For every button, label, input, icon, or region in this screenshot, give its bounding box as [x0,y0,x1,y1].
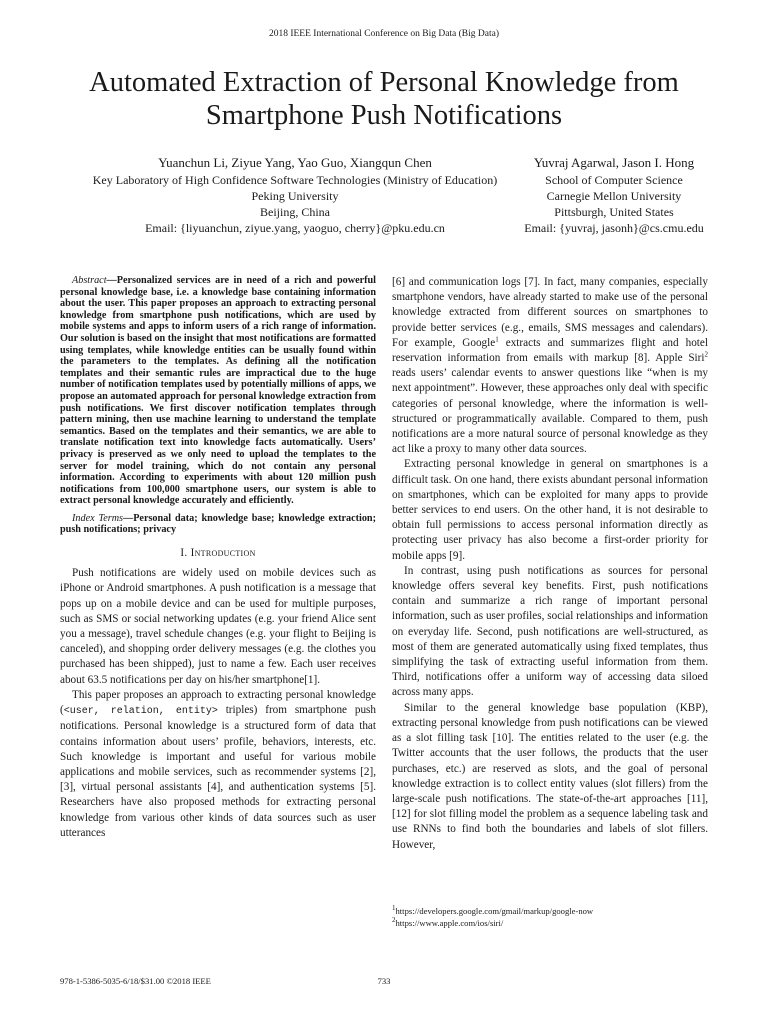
affiliation-email: Email: {liyuanchun, ziyue.yang, yaoguo, cherry}@pku.edu.cn [145,221,445,235]
footnote-mark: 2 [704,350,708,359]
footnote-mark: 1 [495,335,499,344]
affiliation-email: Email: {yuvraj, jasonh}@cs.cmu.edu [524,221,704,235]
footnote-number: 2 [392,916,396,925]
abstract-label: Abstract [72,275,107,286]
paragraph-text: This paper proposes an approach to extracting personal knowledge ( [60,688,376,717]
abstract [60,275,376,507]
paragraph-text: triples) from smartphone push notifications. Personal knowledge is a structured form of data that contains information about users’ profile, behaviors, interests, etc. Such knowledge is important and useful for various mobile applications and mobile services, such as recommender systems [2], [3], virtual personal assistants [4], and authentication systems [5]. Researchers have also proposed methods for extracting personal knowledge from various other kinds of data sources such as user utterances [60,704,376,839]
right-column [392,275,708,853]
index-terms [60,513,376,536]
index-terms-label: Index Terms [72,512,124,524]
body-paragraph [60,688,376,841]
affiliation-line: Pittsburgh, United States [554,205,674,219]
conference-header: 2018 IEEE International Conference on Big Data (Big Data) [268,29,500,39]
page-number-text: 733 [377,976,391,986]
footnote [392,917,708,929]
body-paragraph: Extracting personal knowledge in general on smartphones is a difficult task. On one hand, there exists abundant personal information on smartphones, which can be exploited for many apps to provide better services to end users. On the other hand, it is not desirable to obtain full permissions to access personal information directly as protecting user privacy has also become a first-order priority for mobile apps [9]. [392,458,708,562]
affiliation-pku [40,154,550,236]
paper-title [0,66,768,132]
body-paragraph: Push notifications are widely used on mobile devices such as iPhone or Android smartphones. A push notification is a message that pops up on a mobile device and can be used for multiple purposes, such as SMS or social networking updates (e.g. your friend Alice sent you a message), travel schedule changes (e.g. your flight to Beijing is canceled), and shopping order delivery messages (e.g. the clothes you purchased has been shipped), just to name a few. Each user receives about 63.5 notifications per day on his/her smartphone[1]. [60,567,376,686]
section-number: I. [180,547,188,560]
body-paragraph: Similar to the general knowledge base population (KBP), extracting personal knowledge from push notifications can be viewed as a slot filling task [10]. The entities related to the user (e.g. the Twitter accounts that the user follows, the products that the user purchases, etc.) are reserved as slots, and the goal of personal knowledge extraction is to collect entity values (slot fillers) from the large-scale push notifications. The state-of-the-art approaches [11], [12] for slot filling model the problem as a sequence labeling task and use RNNs to find both the boundaries and labels of slot fillers. However, [392,701,708,851]
author-names: Yuvraj Agarwal, Jason I. Hong [533,155,695,170]
triple-code: <user, relation, entity> [63,706,218,718]
paragraph-text: [6] and communication logs [7]. In fact, many companies, especially smartphone vendors, have already started to make use of the personal knowledge extracted from different sources on smartphones to provide better services (e.g., emails, SMS messages and calendars). For example, Google [392,276,708,349]
footnote [392,905,708,917]
footnotes [392,905,708,929]
affiliation-line: Key Laboratory of High Confidence Software Technologies (Ministry of Education) [92,173,498,187]
paragraph-text: extracts and summarizes flight and hotel reservation information from emails with markup [8]. Apple Siri [392,336,708,365]
affiliation-line: Peking University [251,189,339,203]
footnote-link[interactable]: https://www.apple.com/ios/siri/ [395,918,504,928]
abstract-text: —Personalized services are in need of a rich and powerful personal knowledge base, i.e. a knowledge base containing information about the user. This paper proposes an approach to extracting personal knowledge from smartphone push notifications, which are used by mobile systems and apps to inform users of a rich range of information. Our solution is based on the insight that most notifications are formatted using templates, while knowledge entities can be usually found within the parameters to the templates. As defining all the notification templates and their semantic rules are impractical due to the huge number of notification templates used by potentially millions of apps, we propose an automated approach for personal knowledge extraction from push notifications. We first discover notification templates through pattern mining, then use machine learning to understand the template semantics. Based on the templates and their semantics, we are able to translate notification text into knowledge facts automatically. Users’ privacy is preserved as we only need to upload the templates to the server for model training, which do not contain any personal information. According to experiments with about 120 million push notifications from 100,000 smartphone users, our system is able to extract personal knowledge accurately and efficiently. [60,275,376,507]
title-line-1: Automated Extraction of Personal Knowledge from [89,67,679,98]
body-paragraph [392,275,708,457]
section-heading [60,546,376,561]
copyright-notice: 978-1-5386-5035-6/18/$31.00 ©2018 IEEE [60,976,211,986]
footnote-number: 1 [392,904,396,913]
section-title: Introduction [190,547,256,560]
footnote-link[interactable]: https://developers.google.com/gmail/markup/google-now [395,906,594,916]
title-line-2: Smartphone Push Notifications [205,100,563,131]
affiliation-line: School of Computer Science [545,173,683,187]
body-paragraph: In contrast, using push notifications as sources for personal knowledge offers several key benefits. First, push notifications contain and summarize a rich range of important personal information, such as user profiles, social relationships and information on everyday life. Second, push notifications are well-structured, as most of them are generated automatically using fixed templates, thus simplifying the task of extracting useful information from them. Third, notifications offer a uniform way of accessing data siloed across many apps. [392,564,708,699]
affiliation-line: Beijing, China [260,205,330,219]
affiliation-cmu [490,154,738,236]
index-terms-text: —Personal data; knowledge base; knowledge extraction; push notifications; privacy [60,512,376,536]
affiliation-line: Carnegie Mellon University [546,189,682,203]
paragraph-text: reads users’ calendar events to answer questions like “when is my next appointment”. However, these approaches only deal with specific categories of personal knowledge, where the information is well-structured or programmatically available. Compared to them, push notifications are a more natural source of personal knowledge as they act like a proxy to many other data sources. [392,367,708,456]
left-column [60,275,376,841]
page-number [0,976,768,986]
author-names: Yuanchun Li, Ziyue Yang, Yao Guo, Xiangqun Chen [158,155,432,170]
